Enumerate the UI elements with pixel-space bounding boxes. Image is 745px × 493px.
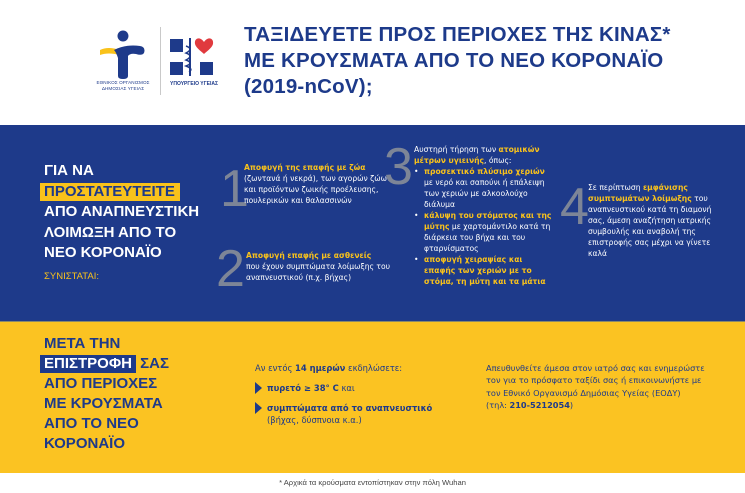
ministry-cross-icon [170,36,218,78]
logo-divider [160,27,161,95]
symptoms-block [255,362,465,426]
list-item: • κάλυψη του στόματος και της μύτης με χαρτομάντιλο κατά τη διάρκεια του βήχα και του φταρνίσματος [414,210,554,254]
symptoms-intro: Αν εντός 14 ημερών εκδηλώσετε: [255,363,403,373]
step-number: 3 [384,138,413,196]
header [0,0,745,125]
list-item: • αποφυγή χειραψίας και επαφής των χεριών με το στόμα, τη μύτη και τα μάτια [414,254,554,287]
return-heading: ΜΕΤΑ ΤΗΝ ΕΠΙΣΤΡΟΦΗ ΣΑΣ ΑΠΟ ΠΕΡΙΟΧΕΣ ΜΕ ΚΡΟΥΣΜΑΤΑ ΑΠΟ ΤΟ ΝΕΟ ΚΟΡΟΝΑΪΟ [44,334,234,454]
list-item: • προσεκτικό πλύσιμο χεριών με νερό και σαπούνι ή επάλειψη των χεριών με αλκοολούχο διάλυμα [414,166,554,210]
recommend-label: ΣΥΝΙΣΤΑΤΑΙ: [44,271,100,282]
phone-number[interactable]: 210-5212054 [509,399,570,410]
page-title: ΤΑΞΙΔΕΥΕΤΕ ΠΡΟΣ ΠΕΡΙΟΧΕΣ ΤΗΣ ΚΙΝΑΣ* ΜΕ ΚΡΟΥΣΜΑΤΑ ΑΠΟ ΤΟ ΝΕΟ ΚΟΡΟΝΑΪΟ (2019-nCoV); [244,23,671,98]
symptom-respiratory: συμπτώματα από το αναπνευστικό (βήχας, δύσπνοια κ.α.) [255,402,465,426]
prevention-heading: ΓΙΑ ΝΑ ΠΡΟΣΤΑΤΕΥΤΕΙΤΕ ΑΠΟ ΑΝΑΠΝΕΥΣΤΙΚΗ ΛΟΙΜΩΞΗ ΑΠΟ ΤΟ ΝΕΟ ΚΟΡΟΝΑΪΟ [44,161,244,264]
heading-highlight: ΕΠΙΣΤΡΟΦΗ [40,355,136,373]
ministry-logo [170,36,218,96]
eody-logo [96,28,150,94]
arrow-right-icon [255,382,262,394]
heading-highlight: ΠΡΟΣΤΑΤΕΥΤΕΙΤΕ [40,183,180,201]
eody-figure-icon [96,28,150,80]
step-number: 2 [216,240,245,298]
step-number: 1 [220,160,249,218]
arrow-right-icon [255,402,262,414]
eody-caption: ΕΘΝΙΚΟΣ ΟΡΓΑΝΙΣΜΟΣ ΔΗΜΟΣΙΑΣ ΥΓΕΙΑΣ [96,80,150,91]
hygiene-list [414,166,554,287]
footnote: * Αρχικά τα κρούσματα εντοπίστηκαν στην πόλη Wuhan [279,478,466,487]
prevention-section [0,125,745,321]
step-4: Σε περίπτωση εμφάνισης συμπτωμάτων λοίμωξης του αναπνευστικού κατά τη διαμονή σας, άμεση αναζήτηση ιατρικής συμβουλής και αναβολή της επιστροφής σας μέχρι να γίνετε καλά [588,183,712,258]
step-3: Αυστηρή τήρηση των ατομικών μέτρων υγιεινής, όπως: • προσεκτικό πλύσιμο χεριών με νερό και σαπούνι ή επάλειψη των χεριών με αλκοολούχο διάλυμα • κάλυψη του στόματος και της μύτης με χαρτομάντιλο κατά τη διάρκεια του βήχα και του φταρνίσματος • αποφυγή χειραψίας και επαφής των χεριών με το στόμα, τη μύτη και τα μάτια [414,144,554,287]
step-1: Αποφυγή της επαφής με ζώα (ζωντανά ή νεκρά), των αγορών ζώων και προϊόντων ζωικής προέλευσης, πουλερικών και θαλασσινών [244,163,392,205]
step-2: Αποφυγή επαφής με ασθενείς που έχουν συμπτώματα λοίμωξης του αναπνευστικού (π.χ. βήχας) [246,251,391,282]
ministry-caption: ΥΠΟΥΡΓΕΙΟ ΥΓΕΙΑΣ [170,81,218,87]
return-section [0,321,745,473]
step-number: 4 [560,178,589,236]
symptom-fever: πυρετό ≥ 38° C και [255,382,465,394]
contact-block: Απευθυνθείτε άμεσα στον ιατρό σας και ενημερώστε τον για το πρόσφατο ταξίδι σας ή επικοινωνήστε με τον Εθνικό Οργανισμό Δημόσιας Υγείας (ΕΟΔΥ) (τηλ: 210-5212054) [486,363,705,410]
